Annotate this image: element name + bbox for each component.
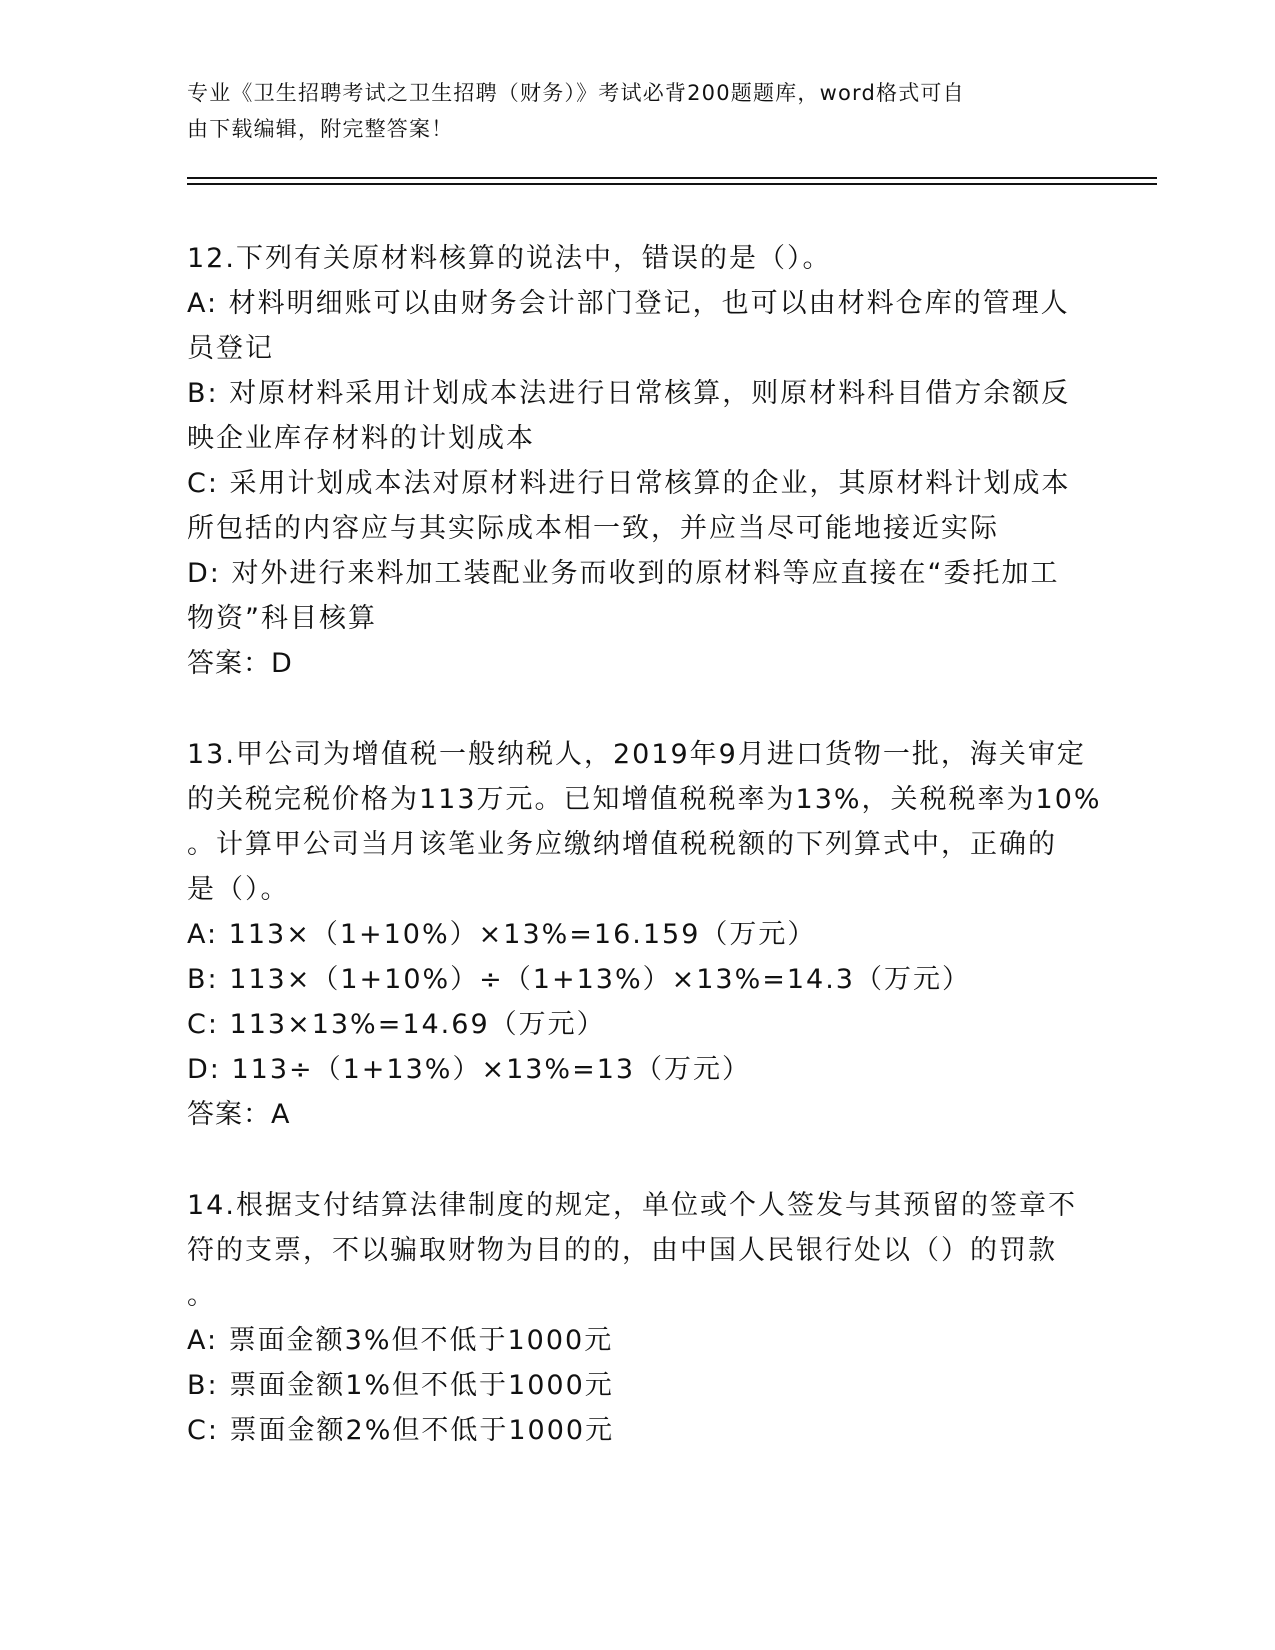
document-header <box>187 75 1067 147</box>
question-12 <box>187 236 1071 686</box>
option-a-line-1: A: 材料明细账可以由财务会计部门登记，也可以由材料仓库的管理人 <box>187 288 1070 319</box>
question-text-line-2: 符的支票，不以骗取财物为目的的，由中国人民银行处以（）的罚款 <box>187 1235 1057 1266</box>
header-divider-bottom <box>187 183 1157 185</box>
option-c: C: 票面金额2%但不低于1000元 <box>187 1415 615 1446</box>
question-text-line-1: 13.甲公司为增值税一般纳税人，2019年9月进口货物一批，海关审定 <box>187 739 1086 770</box>
question-text: 12.下列有关原材料核算的说法中，错误的是（）。 <box>187 243 832 274</box>
option-a: A: 113×（1+10%）×13%=16.159（万元） <box>187 919 817 950</box>
option-a: A: 票面金额3%但不低于1000元 <box>187 1325 614 1356</box>
header-line-1: 专业《卫生招聘考试之卫生招聘（财务）》考试必背200题题库，word格式可自 <box>187 81 965 105</box>
header-divider-top <box>187 177 1157 179</box>
option-a-line-2: 员登记 <box>187 333 274 364</box>
option-d-line-2: 物资”科目核算 <box>187 603 377 634</box>
question-text-line-3: 。 <box>187 1280 216 1311</box>
question-text-line-2: 的关税完税价格为113万元。已知增值税税率为13%，关税税率为10% <box>187 784 1102 815</box>
question-list <box>187 236 1102 1453</box>
option-d-line-1: D: 对外进行来料加工装配业务而收到的原材料等应直接在“委托加工 <box>187 558 1060 589</box>
question-spacer <box>187 1137 1067 1183</box>
option-b-line-1: B: 对原材料采用计划成本法进行日常核算，则原材料科目借方余额反 <box>187 378 1071 409</box>
answer-label: 答案：D <box>187 648 293 679</box>
question-text-line-4: 是（）。 <box>187 874 290 905</box>
option-c-line-1: C: 采用计划成本法对原材料进行日常核算的企业，其原材料计划成本 <box>187 468 1071 499</box>
question-14 <box>187 1183 1077 1453</box>
answer-label: 答案：A <box>187 1099 291 1130</box>
header-line-2: 由下载编辑，附完整答案！ <box>187 117 454 141</box>
option-b: B: 113×（1+10%）÷（1+13%）×13%=14.3（万元） <box>187 964 971 995</box>
question-13 <box>187 732 1102 1137</box>
option-b-line-2: 映企业库存材料的计划成本 <box>187 423 535 454</box>
option-b: B: 票面金额1%但不低于1000元 <box>187 1370 614 1401</box>
option-c: C: 113×13%=14.69（万元） <box>187 1009 606 1040</box>
option-d: D: 113÷（1+13%）×13%=13（万元） <box>187 1054 752 1085</box>
question-spacer <box>187 686 1067 732</box>
option-c-line-2: 所包括的内容应与其实际成本相一致，并应当尽可能地接近实际 <box>187 513 999 544</box>
question-text-line-3: 。计算甲公司当月该笔业务应缴纳增值税税额的下列算式中，正确的 <box>187 829 1057 860</box>
question-text-line-1: 14.根据支付结算法律制度的规定，单位或个人签发与其预留的签章不 <box>187 1190 1077 1221</box>
